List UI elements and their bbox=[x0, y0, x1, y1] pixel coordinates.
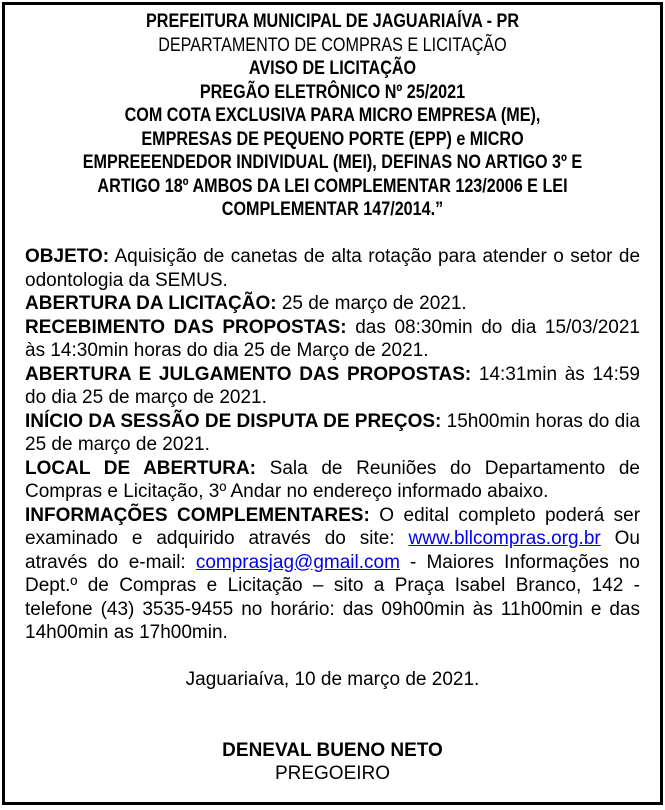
paragraph-inicio-disputa bbox=[25, 410, 640, 457]
signer-role: PREGOEIRO bbox=[274, 763, 391, 784]
paragraph-abertura-licitacao bbox=[25, 292, 640, 316]
informacoes-part3: - Maiores Informações no Dept.º de Compras e Licitação – sito a Praça Isabel Branco, 142 - telefone (43) 3535-9455 no horário: das 09h00min às 11h00min e das 14h00min as 17h00min. bbox=[25, 551, 640, 643]
document-header bbox=[71, 10, 594, 222]
abertura-licitacao-label: ABERTURA DA LICITAÇÃO: bbox=[25, 293, 277, 314]
site-link[interactable]: www.bllcompras.org.br bbox=[408, 528, 601, 549]
document-body bbox=[25, 245, 640, 645]
org-name: PREFEITURA MUNICIPAL DE JAGUARIAÍVA - PR bbox=[146, 11, 519, 32]
recebimento-propostas-value: das 08:30min do dia 15/03/2021 às 14:30min horas do dia 25 de Março de 2021. bbox=[25, 316, 640, 361]
dateline: Jaguariaíva, 10 de março de 2021. bbox=[185, 669, 480, 690]
local-abertura-label: LOCAL DE ABERTURA: bbox=[25, 457, 256, 479]
local-abertura-value: Sala de Reuniões do Departamento de Compras e Licitação, 3º Andar no endereço informado abaixo. bbox=[25, 457, 640, 502]
paragraph-objeto bbox=[25, 245, 640, 292]
quota-clause-line-3: EMPREEENDEDOR INDIVIDUAL (MEI), DEFINAS NO ARTIGO 3º E bbox=[82, 152, 583, 173]
abertura-julgamento-label: ABERTURA E JULGAMENTO DAS PROPOSTAS: bbox=[25, 363, 472, 385]
quota-clause-line-1: COM COTA EXCLUSIVA PARA MICRO EMPRESA (ME), bbox=[124, 105, 541, 126]
recebimento-propostas-label: RECEBIMENTO DAS PROPOSTAS: bbox=[25, 316, 347, 338]
paragraph-recebimento-propostas bbox=[25, 316, 640, 363]
quota-clause-line-4: ARTIGO 18º AMBOS DA LEI COMPLEMENTAR 123/2006 E LEI bbox=[97, 175, 568, 197]
email-link[interactable]: comprasjag@gmail.com bbox=[195, 551, 400, 573]
signature-block bbox=[25, 739, 640, 786]
department-name: DEPARTAMENTO DE COMPRAS E LICITAÇÃO bbox=[158, 34, 507, 56]
quota-clause-line-2: EMPRESAS DE PEQUENO PORTE (EPP) e MICRO bbox=[141, 128, 524, 150]
notice-type: AVISO DE LICITAÇÃO bbox=[248, 58, 417, 79]
quota-clause-line-5: COMPLEMENTAR 147/2014.” bbox=[221, 199, 444, 220]
abertura-licitacao-value: 25 de março de 2021. bbox=[281, 293, 467, 314]
informacoes-part2: Ou através do e-mail: bbox=[25, 528, 641, 573]
informacoes-label: INFORMAÇÕES COMPLEMENTARES: bbox=[25, 504, 370, 526]
paragraph-local-abertura bbox=[25, 457, 640, 504]
objeto-label: OBJETO: bbox=[25, 246, 110, 267]
abertura-julgamento-value: 14:31min às 14:59 do dia 25 de março de 2021. bbox=[25, 363, 640, 408]
signer-name: DENEVAL BUENO NETO bbox=[222, 739, 443, 761]
objeto-value: Aquisição de canetas de alta rotação para atender o setor de odontologia da SEMUS. bbox=[25, 246, 641, 291]
paragraph-abertura-julgamento bbox=[25, 363, 640, 410]
paragraph-informacoes-complementares bbox=[25, 504, 640, 645]
notice-document bbox=[2, 2, 663, 805]
inicio-disputa-value: 15h00min horas do dia 25 de março de 2021. bbox=[25, 410, 640, 455]
inicio-disputa-label: INÍCIO DA SESSÃO DE DISPUTA DE PREÇOS: bbox=[25, 410, 442, 432]
informacoes-part1: O edital completo poderá ser examinado e adquirido através do site: bbox=[25, 504, 641, 549]
process-number: PREGÃO ELETRÔNICO Nº 25/2021 bbox=[199, 81, 466, 103]
